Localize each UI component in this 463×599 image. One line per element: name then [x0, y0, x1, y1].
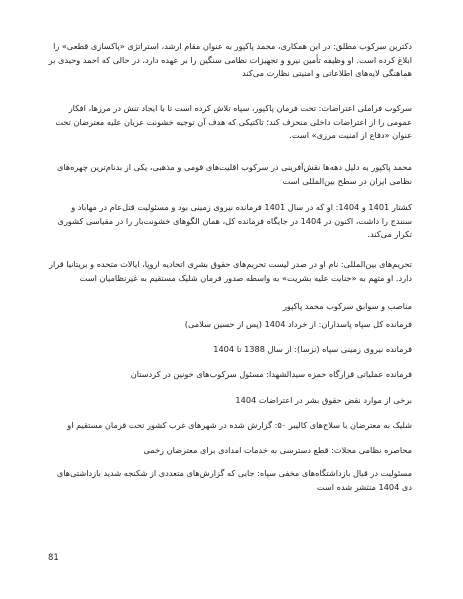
list-item-ground-forces: فرمانده نیروی زمینی سپاه (نزسا): از سال 1388 تا 1404 — [213, 344, 412, 354]
list-item-caliber-50: شلیک به معترضان با سلاح‌های کالیبر ۵۰: گزارش شده در شهرهای غرب کشور تحت فرمان مستقیم او — [67, 420, 412, 430]
heading-positions: مناصب و سوابق سرکوب محمد پاکپور — [282, 301, 412, 311]
paragraph-sanctions: تحریم‌های بین‌المللی: نام او در صدر لیست تحریم‌های حقوق بشری اتحادیه اروپا، ایالات متحده و بریتانیا قرار دارد. او متهم به «جنایت علیه بشریت» به واسطه صدور فرمان شلیک مستقیم به غیرنظامیان است — [49, 259, 412, 283]
paragraph-transnational-repression: سرکوب فراملی اعتراضات: تحت فرمان پاکپور، سپاه تلاش کرده است تا با ایجاد تنش در مرزها، افکار عمومی را از اعتراضات داخلی منحرف کند؛ تاکتیکی که هدف آن توجیه خشونت عریان علیه معترضان تحت عنوان «دفاع از امنیت مرزی» است. — [55, 103, 412, 140]
paragraph-doctrine: دکترین سرکوب مطلق: در این همکاری، محمد پاکپور به عنوان مقام ارشد، استراتژی «پاکسازی قطعی» را ابلاغ کرده است. او وظیفه تأمین نیرو و تجهیزات نظامی سنگین را بر عهده دارد، در حالی که احمد وحیدی بر هماهنگی لایه‌های اطلاعاتی و امنیتی نظارت می‌کند — [48, 41, 412, 78]
list-item-hamzeh-base: فرمانده عملیاتی قرارگاه حمزه سیدالشهدا: مسئول سرکوب‌های خونین در کردستان — [130, 369, 412, 379]
paragraph-massacres: کشتار 1401 و 1404: او که در سال 1401 فرمانده نیروی زمینی بود و مسئولیت قتل‌عام در مهاباد و سنندج را داشت، اکنون در 1404 در جایگاه فرمانده کل، همان الگوهای خشونت‌بار را در مقیاسی کشوری تکرار می‌کند. — [57, 202, 412, 239]
list-item-secret-prisons: مسئولیت در قبال بازداشتگاه‌های مخفی سپاه: جایی که گزارش‌های متعددی از شکنجه شدید بازداشتی‌های دی 1404 منتشر شده است — [56, 468, 412, 492]
page-number: 81 — [48, 553, 59, 563]
paragraph-notoriety: محمد پاکپور به دلیل دهه‌ها نقش‌آفرینی در سرکوب اقلیت‌های قومی و مذهبی، یکی از بدنام‌ترین چهره‌های نظامی ایران در سطح بین‌المللی است — [57, 162, 412, 186]
list-item-siege: محاصره نظامی محلات: قطع دسترسی به خدمات امدادی برای معترضان زخمی — [143, 445, 412, 455]
list-item-irgc-commander: فرمانده کل سپاه پاسداران: از خرداد 1404 (پس از حسین سلامی) — [184, 319, 412, 329]
heading-violations: برخی از موارد نقض حقوق بشر در اعتراضات 1404 — [235, 395, 412, 405]
